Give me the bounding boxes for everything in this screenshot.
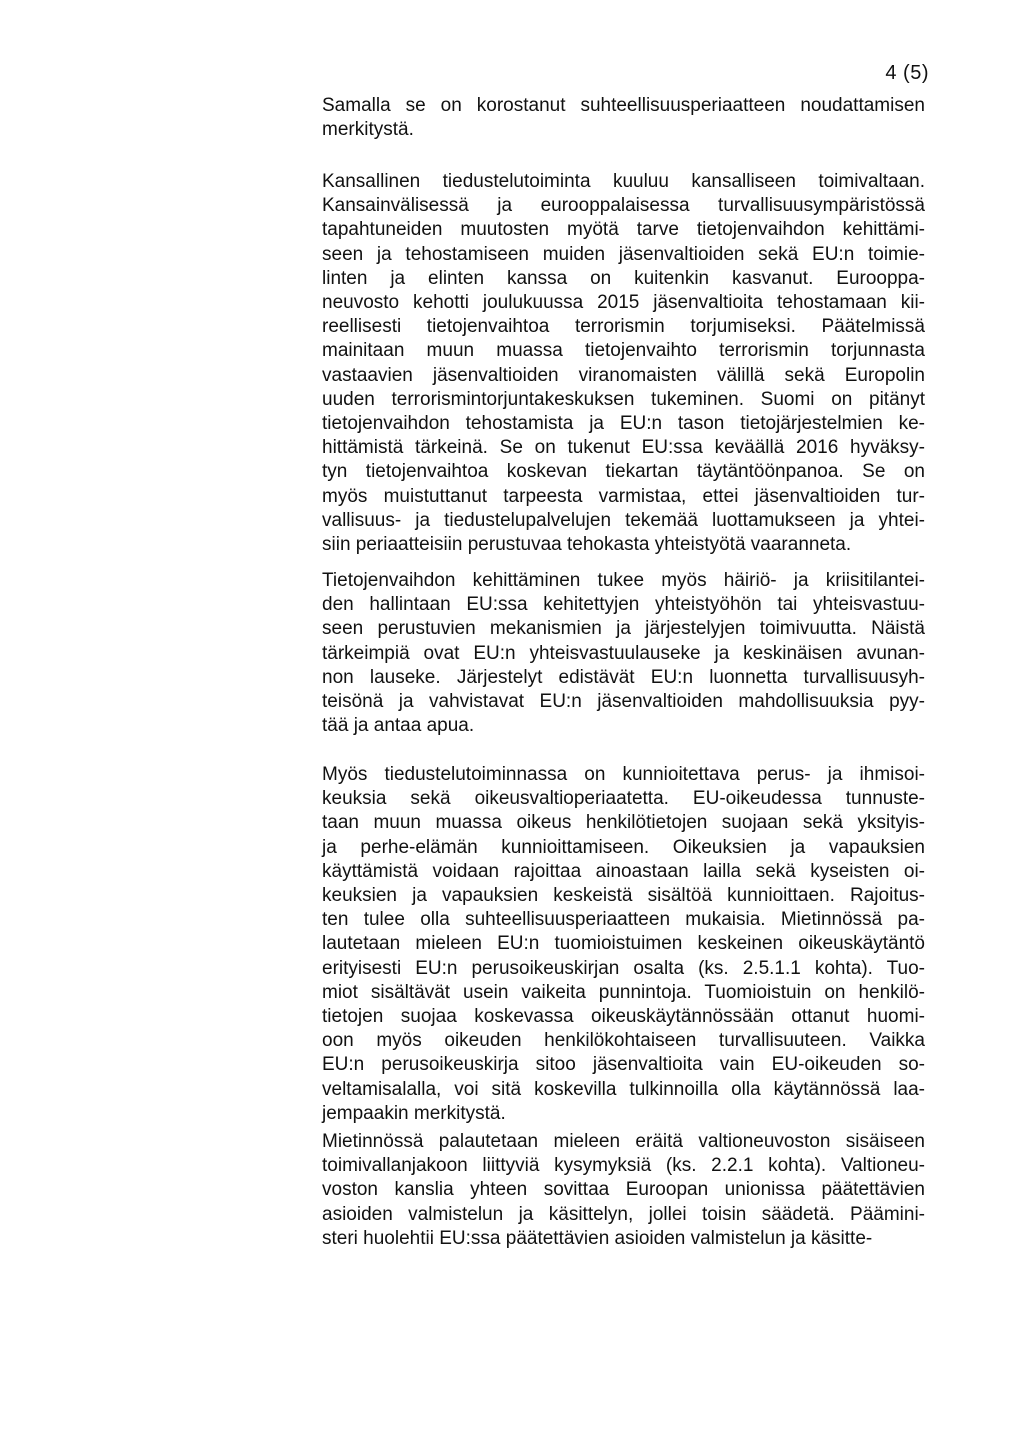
text-line: myös muistuttanut tarpeesta varmistaa, ettei jäsenvaltioiden tur- (322, 485, 925, 507)
text-line: tietojenvaihdon tehostamista ja EU:n tason tietojärjestelmien ke- (322, 413, 925, 434)
text-line: linten ja elinten kanssa on kuitenkin kasvanut. Eurooppa- (322, 267, 925, 289)
text-line: erityisesti EU:n perusoikeuskirjan osalta (ks. 2.5.1.1 kohta). Tuo- (322, 957, 925, 979)
text-line: seen perustuvien mekanismien ja järjestelyjen toimivuutta. Näistä (322, 618, 925, 640)
text-line: tää ja antaa apua. (322, 715, 475, 737)
text-line: teisönä ja vahvistavat EU:n jäsenvaltioiden mahdollisuuksia pyy- (322, 691, 925, 712)
text-line: jempaakin merkitystä. (322, 1102, 506, 1124)
text-line: Mietinnössä palautetaan mieleen eräitä valtioneuvoston sisäiseen (322, 1131, 925, 1152)
text-line: neuvosto kehotti joulukuussa 2015 jäsenvaltioita tehostamaan kii- (322, 292, 925, 313)
text-line: Samalla se on korostanut suhteellisuusperiaatteen noudattamisen (322, 95, 925, 116)
text-line: keuksien ja vapauksien keskeistä sisältöä kunnioittaen. Rajoitus- (322, 885, 925, 906)
text-line: uuden terrorismintorjuntakeskuksen tukeminen. Suomi on pitänyt (322, 388, 925, 410)
text-line: voston kanslia yhteen sovittaa Euroopan unionissa päätettävien (322, 1179, 925, 1201)
text-line: EU:n perusoikeuskirja sitoo jäsenvaltioita vain EU-oikeuden so- (322, 1054, 925, 1076)
text-line: den hallintaan EU:ssa kehitettyjen yhteistyöhön tai yhteisvastuu- (322, 594, 925, 616)
text-line: oon myös oikeuden henkilökohtaiseen turvallisuuteen. Vaikka (322, 1030, 925, 1052)
text-line: keuksia sekä oikeusvaltioperiaatetta. EU-oikeudessa tunnuste- (322, 788, 925, 810)
text-line: vallisuus- ja tiedustelupalvelujen tekemää luottamukseen ja yhtei- (322, 509, 925, 531)
text-line: hittämistä tärkeinä. Se on tukenut EU:ssa keväällä 2016 hyväksy- (322, 437, 925, 459)
text-line: asioiden valmistelun ja käsittelyn, jollei toisin säädetä. Päämini- (322, 1203, 925, 1225)
text-line: ten tulee olla suhteellisuusperiaatteen mukaisia. Mietinnössä pa- (322, 909, 925, 931)
text-line: siin periaatteisiin perustuvaa tehokasta yhteistyötä vaaranneta. (322, 534, 852, 555)
text-line: Myös tiedustelutoiminnassa on kunnioitettava perus- ja ihmisoi- (322, 764, 925, 785)
text-line: seen ja tehostamiseen muiden jäsenvaltioiden sekä EU:n toimie- (322, 243, 925, 265)
text-line: miot sisältävät usein vaikeita punnintoja. Tuomioistuin on henkilö- (322, 981, 925, 1003)
text-line: tärkeimpiä ovat EU:n yhteisvastuulauseke ja keskinäisen avunan- (322, 642, 925, 664)
text-line: käyttämistä voidaan rajoittaa ainoastaan lailla sekä kyseisten oi- (322, 860, 925, 882)
text-line: Kansallinen tiedustelutoiminta kuuluu kansalliseen toimivaltaan. (322, 171, 925, 192)
text-line: lautetaan mieleen EU:n tuomioistuimen keskeinen oikeuskäytäntö (322, 933, 925, 955)
text-line: Kansainvälisessä ja eurooppalaisessa turvallisuusympäristössä (322, 195, 925, 217)
text-line: mainitaan muun muassa tietojenvaihto terrorismin torjunnasta (322, 340, 925, 362)
text-line: tyn tietojenvaihtoa koskevan tiekartan täytäntöönpanoa. Se on (322, 461, 925, 483)
text-line: reellisesti tietojenvaihtoa terrorismin torjumiseksi. Päätelmissä (322, 316, 925, 338)
text-line: steri huolehtii EU:ssa päätettävien asioiden valmistelun ja käsitte- (322, 1227, 873, 1249)
text-line: veltamisalalla, voi sitä koskevilla tulkinnoilla olla käytännössä laa- (322, 1078, 925, 1100)
page-number: 4 (5) (885, 62, 929, 84)
text-line: toimivallanjakoon liittyviä kysymyksiä (ks. 2.2.1 kohta). Valtioneu- (322, 1155, 925, 1177)
text-line: Tietojenvaihdon kehittäminen tukee myös häiriö- ja kriisitilantei- (322, 570, 925, 591)
text-line: tietojen suojaa koskevassa oikeuskäytännössään ottanut huomi- (322, 1006, 925, 1027)
text-line: taan muun muassa oikeus henkilötietojen suojaan sekä yksityis- (322, 812, 925, 834)
text-line: vastaavien jäsenvaltioiden viranomaisten välillä sekä Europolin (322, 364, 925, 386)
text-line: tapahtuneiden muutosten myötä tarve tietojenvaihdon kehittämi- (322, 219, 925, 241)
text-line: non lauseke. Järjestelyt edistävät EU:n luonnetta turvallisuusyh- (322, 666, 925, 688)
text-line: ja perhe-elämän kunnioittamiseen. Oikeuksien ja vapauksien (322, 836, 925, 858)
text-line: merkitystä. (322, 119, 414, 141)
